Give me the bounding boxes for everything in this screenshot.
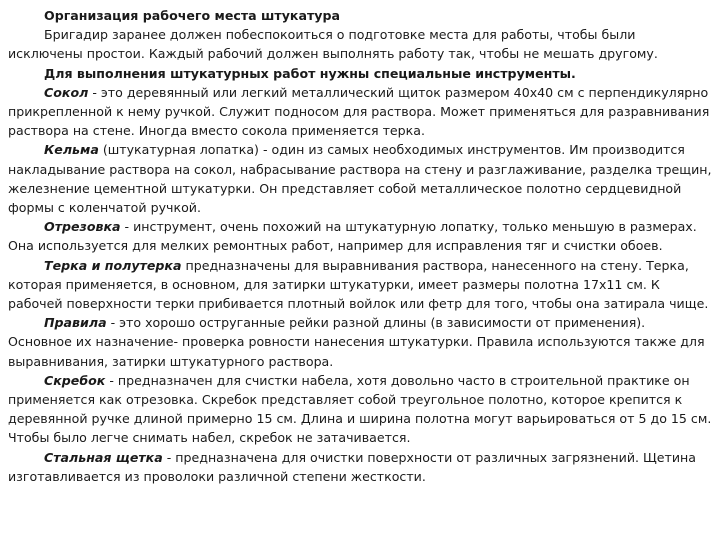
tool-description: - это деревянный или легкий металлический щиток размером 40х40 см с перпендикулярно прикрепленной к нему ручкой. Служит подносом для раствора. Может применяться для разравнивания раствора на стене. Иногда вместо сокола применяется терка. xyxy=(8,84,710,139)
tool-description: - предназначена для очистки поверхности от различных загрязнений. Щетина изготавливается из проволоки различной степени жесткости. xyxy=(8,449,697,484)
tools-heading: Для выполнения штукатурных работ нужны специальные инструменты. xyxy=(44,65,576,81)
tool-description: - это хорошо оструганные рейки разной длины (в зависимости от применения). Основное их назначение- проверка ровности нанесения штукатурки. Правила используются также для выравнивания, затирки штукатурного раствора. xyxy=(8,315,705,369)
tool-description: - инструмент, очень похожий на штукатурную лопатку, только меньшую в размерах. Она используется для мелких ремонтных работ, например для исправления тяг и счистки обоев. xyxy=(8,219,697,254)
document-title: Организация рабочего места штукатура xyxy=(44,8,340,23)
tool-paragraph-otrezovka xyxy=(8,217,712,255)
tool-name: Скребок xyxy=(44,372,106,388)
tool-paragraph-skrebok xyxy=(8,371,712,448)
document-body xyxy=(8,6,712,486)
tool-name: Правила xyxy=(44,315,107,331)
tool-description: - предназначен для счистки набела, хотя довольно часто в строительной практике он применяется как отрезовка. Скребок представляет собой треугольное полотно, которое крепится к деревянной ручке длиной примерно 15 см. Длина и ширина полотна могут варьироваться от 5 до 15 см. Чтобы было легче снимать набел, скребок не затачивается. xyxy=(8,372,712,446)
tool-name: Кельма xyxy=(44,142,99,158)
tool-description: (штукатурная лопатка) - один из самых необходимых инструментов. Им производится накладывание раствора на сокол, набрасывание раствора на стену и разглаживание, разделка трещин, железнение цементной штукатурки. Он представляет собой металлическое полотно сердцевидной формы с коленчатой ручкой. xyxy=(8,142,712,216)
tool-paragraph-pravila xyxy=(8,313,712,371)
tool-paragraph-sokol xyxy=(8,83,712,141)
tool-paragraph-kelma xyxy=(8,140,712,217)
intro-paragraph: Бригадир заранее должен побеспокоиться о подготовке места для работы, чтобы были исключены простои. Каждый рабочий должен выполнять работу так, чтобы не мешать другому. xyxy=(8,27,658,62)
tool-description: предназначены для выравнивания раствора, нанесенного на стену. Терка, которая применяется, в основном, для затирки штукатурки, имеет размеры полотна 17х11 см. К рабочей поверхности терки прибивается плотный войлок или фетр для того, чтобы она затирала чище. xyxy=(8,257,709,312)
tool-name: Отрезовка xyxy=(44,219,121,235)
tool-name: Терка и полутерка xyxy=(44,257,182,273)
tool-paragraph-terka xyxy=(8,256,712,314)
tool-paragraph-schetka xyxy=(8,448,712,486)
tool-name: Сокол xyxy=(44,84,89,100)
tool-name: Стальная щетка xyxy=(44,449,163,465)
